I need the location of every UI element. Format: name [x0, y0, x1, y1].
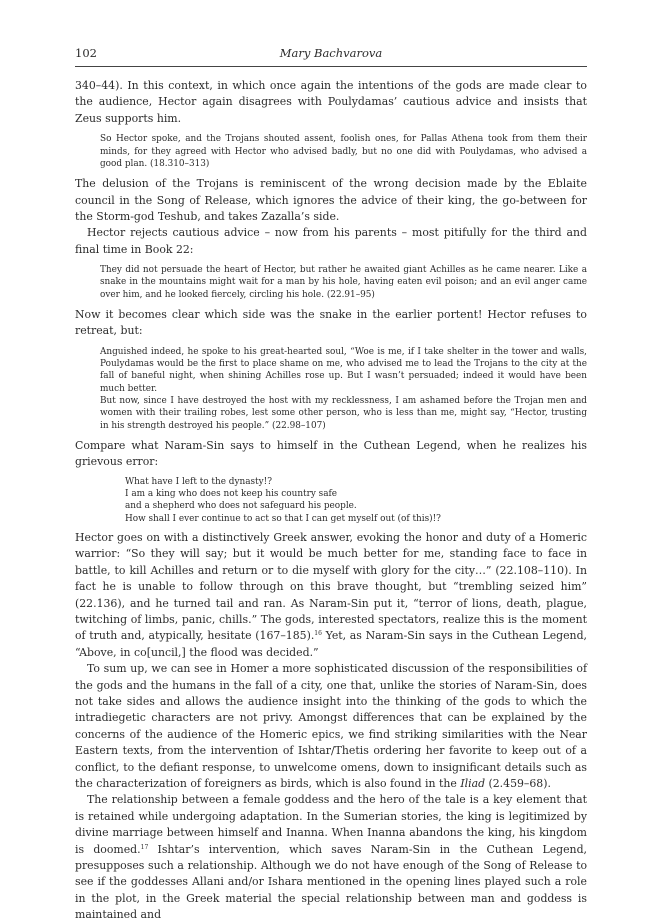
header-rule: [75, 66, 587, 67]
paragraph-8: [75, 792, 587, 923]
paragraph-2: The delusion of the Trojans is reminiscent of the wrong decision made by the Eblaite council in the Song of Release, which ignores the advice of their king, the go-between for the Storm-god Teshub, and takes Zazalla’s side.: [75, 177, 587, 223]
paragraph-5: Compare what Naram-Sin says to himself in the Cuthean Legend, when he realizes his grievous error:: [75, 438, 587, 469]
block-quote-1: [100, 133, 587, 170]
verse-line: How shall I ever continue to act so that I can get myself out (of this)!?: [125, 513, 441, 524]
footnote-marker-16[interactable]: 16: [314, 630, 322, 638]
verse-line: I am a king who does not keep his country safe: [125, 489, 338, 500]
page-header: [75, 46, 587, 64]
paragraph-text-continued: (2.459–68).: [485, 777, 551, 791]
page-number: 102: [75, 46, 97, 60]
body-text: [75, 78, 587, 924]
verse-quote: [125, 476, 587, 525]
verse-line: What have I left to the dynasty!?: [125, 476, 272, 487]
paragraph-7: [75, 661, 587, 792]
paragraph-text: To sum up, we can see in Homer a more sophisticated discussion of the responsibilities of the gods and the humans in the fall of a city, one that, unlike the stories of Naram-Sin, does not take sides and allows the audience insight into the thinking of the gods to which the intradiegetic characters are not privy. Amongst differences that can be explained by the concerns of the audience of the Homeric epics, we find striking similarities with the Near Eastern texts, from the intervention of Ishtar/Thetis ordering her favorite to keep out of a conflict, to the defiant response, to unwelcome omens, down to insignificant details such as the characterization of foreigners as birds, which is also found in the: [75, 662, 587, 791]
footnote-marker-17[interactable]: 17: [140, 843, 149, 851]
running-head: Mary Bachvarova: [279, 46, 383, 60]
block-quote-3: [100, 346, 587, 432]
block-quote-2: [100, 264, 587, 301]
paragraph-text-continued: Yet, as Naram-Sin says in the Cuthean Legend, “Above, in co[uncil,] the flood was decided.”: [75, 629, 588, 659]
paragraph-1: 340–44). In this context, in which once again the intentions of the gods are made clear to the audience, Hector again disagrees with Poulydamas’ cautious advice and insists that Zeus supports him.: [75, 79, 587, 125]
quote-line: Anguished indeed, he spoke to his great-hearted soul, “Woe is me, if I take shelter in the tower and walls, Poulydamas would be the first to place shame on me, who advised me to lead the Trojans to the city at the fall of baneful night, when shining Achilles rose up. But I wasn’t persuaded; indeed it would have been much better.: [100, 346, 587, 394]
paragraph-text: The relationship between a female goddess and the hero of the tale is a key element that is retained while undergoing adaptation. In the Sumerian stories, the king is legitimized by divine marriage between himself and Inanna. When Inanna abandons the king, his kingdom is doomed.: [75, 793, 587, 856]
page: [75, 46, 587, 924]
quote-line: So Hector spoke, and the Trojans shouted assent, foolish ones, for Pallas Athena took from them their minds, for they agreed with Hector who advised badly, but no one did with Poulydamas, who advised a good plan. (18.310–313): [100, 134, 587, 169]
paragraph-4: Now it becomes clear which side was the snake in the earlier portent! Hector refuses to retreat, but:: [75, 308, 587, 338]
verse-line: and a shepherd who does not safeguard his people.: [125, 501, 357, 512]
quote-line: They did not persuade the heart of Hector, but rather he awaited giant Achilles as he came nearer. Like a snake in the mountains might wait for a man by his hole, having eaten evil poison; and an evil anger came over him, and he looked fiercely, circling his hole. (22.91–95): [100, 265, 587, 300]
paragraph-6: [75, 530, 587, 661]
italic-title: Iliad: [460, 777, 486, 791]
paragraph-text-continued: Ishtar’s intervention, which saves Naram-Sin in the Cuthean Legend, presupposes such a relationship. Although we do not have enough of the Song of Release to see if the goddesses Allani and/or Ishara mentioned in the opening lines played such a role in the plot, in the Greek material the special relationship between man and goddess is maintained and: [75, 842, 588, 922]
quote-line: But now, since I have destroyed the host with my recklessness, I am ashamed before the Trojan men and women with their trailing robes, lest some other person, who is less than me, might say, “Hector, trusting in his strength destroyed his people.” (22.98–107): [100, 396, 587, 431]
paragraph-3: Hector rejects cautious advice – now from his parents – most pitifully for the third and final time in Book 22:: [75, 226, 587, 256]
paragraph-text: Hector goes on with a distinctively Greek answer, evoking the honor and duty of a Homeric warrior: “So they will say; but it would be much better for me, standing face to face in battle, to kill Achilles and return or to die myself with glory for the city…” (22.108–110). In fact he is unable to follow through on this brave thought, but “trembling seized him” (22.136), and he turned tail and ran. As Naram-Sin put it, “terror of lions, death, plague, twitching of limbs, panic, chills.” The gods, interested spectators, realize this is the moment of truth and, atypically, hesitate (167–185).: [75, 530, 587, 643]
